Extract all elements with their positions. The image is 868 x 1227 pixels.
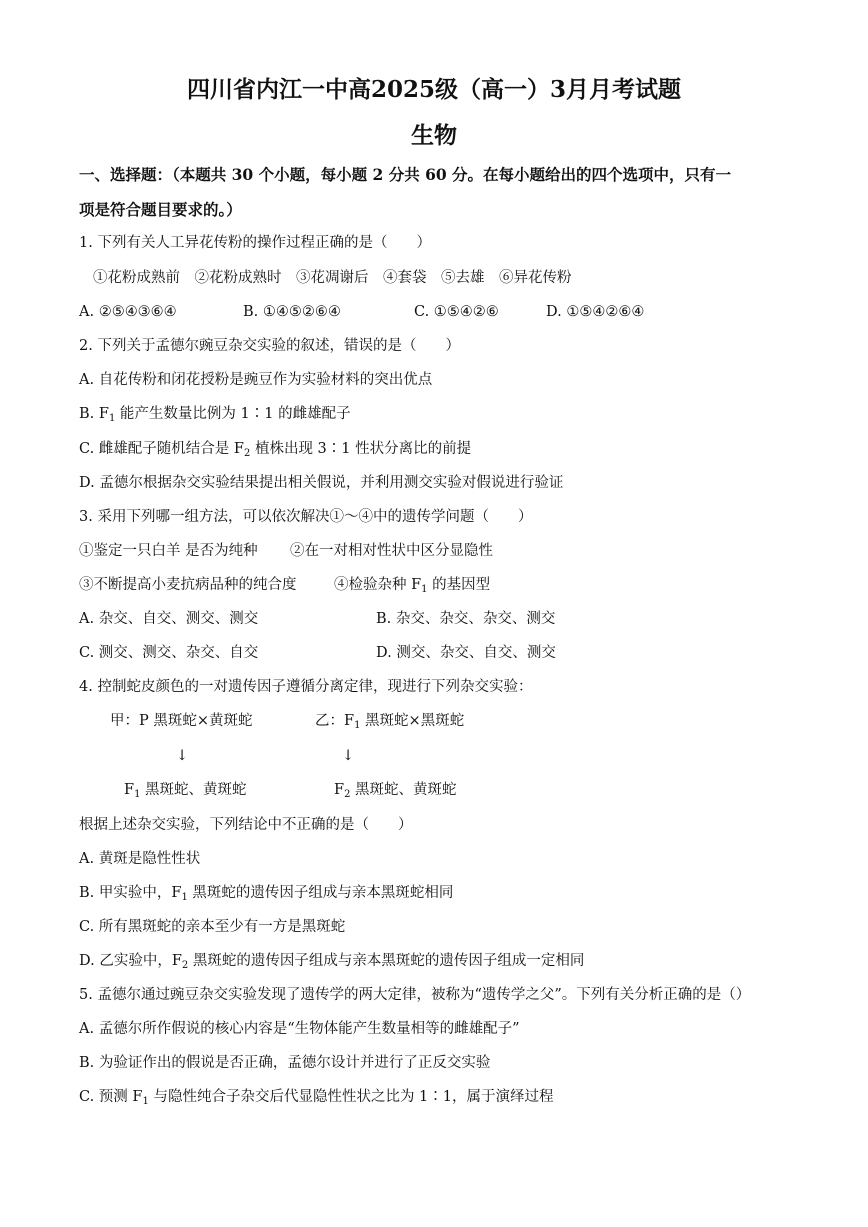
section-heading-line2: 项是符合题目要求的。） bbox=[79, 200, 242, 219]
q4-cross-yi: 乙：$F_1$ 黑斑蛇×黑斑蛇 bbox=[315, 713, 465, 731]
q5-stem: 5. 孟德尔通过豌豆杂交实验发现了遗传学的两大定律，被称为“遗传学之父”。下列有关分析正确的是（） bbox=[79, 987, 751, 1003]
q4-option-b[interactable]: B. 甲实验中，$F_1$ 黑斑蛇的遗传因子组成与亲本黑斑蛇相同 bbox=[79, 885, 454, 903]
exam-title: 四川省内江一中高2025级（高一）3月月考试题 bbox=[186, 76, 682, 103]
q3-item-4: ④检验杂种 $F_1$ 的基因型 bbox=[334, 577, 491, 595]
q4-stem: 4. 控制蛇皮颜色的一对遗传因子遵循分离定律，现进行下列杂交实验： bbox=[79, 679, 533, 695]
q1-option-c[interactable]: C. ①⑤④②⑥ bbox=[414, 304, 499, 320]
q3-item-1: ①鉴定一只白羊 是否为纯种 bbox=[79, 543, 258, 559]
q4-arrow-yi: ↓ bbox=[342, 748, 355, 764]
q1-items: ①花粉成熟前 ②花粉成熟时 ③花凋谢后 ④套袋 ⑤去雄 ⑥异花传粉 bbox=[93, 270, 572, 286]
q2-stem: 2. 下列关于孟德尔豌豆杂交实验的叙述，错误的是（ ） bbox=[79, 338, 460, 354]
q2-option-a[interactable]: A. 自花传粉和闭花授粉是豌豆作为实验材料的突出优点 bbox=[79, 372, 433, 388]
q4-cross-jia: 甲：P 黑斑蛇×黄斑蛇 bbox=[110, 713, 253, 729]
q4-option-a[interactable]: A. 黄斑是隐性性状 bbox=[79, 851, 201, 867]
q4-arrow-jia: ↓ bbox=[176, 748, 189, 764]
q2-option-b[interactable]: B. $F_1$ 能产生数量比例为 1∶1 的雌雄配子 bbox=[79, 406, 351, 424]
q5-option-a[interactable]: A. 孟德尔所作假说的核心内容是“生物体能产生数量相等的雌雄配子” bbox=[79, 1021, 520, 1037]
section-heading-line1: 一、选择题：（本题共 30 个小题，每小题 2 分共 60 分。在每小题给出的四个选项中，只有一 bbox=[79, 165, 732, 184]
q3-option-a[interactable]: A. 杂交、自交、测交、测交 bbox=[79, 611, 259, 627]
q1-option-d[interactable]: D. ①⑤④②⑥④ bbox=[546, 304, 645, 320]
q3-item-2: ②在一对相对性状中区分显隐性 bbox=[290, 543, 493, 559]
q2-option-d[interactable]: D. 孟德尔根据杂交实验结果提出相关假说，并利用测交实验对假说进行验证 bbox=[79, 475, 564, 491]
q1-stem: 1. 下列有关人工异花传粉的操作过程正确的是（ ） bbox=[79, 235, 431, 251]
q5-option-c[interactable]: C. 预测 $F_1$ 与隐性纯合子杂交后代显隐性性状之比为 1∶1，属于演绎过程 bbox=[79, 1089, 554, 1107]
q3-item-3: ③不断提高小麦抗病品种的纯合度 bbox=[79, 577, 297, 593]
q1-option-b[interactable]: B. ①④⑤②⑥④ bbox=[243, 304, 341, 320]
q5-option-b[interactable]: B. 为验证作出的假说是否正确，孟德尔设计并进行了正反交实验 bbox=[79, 1055, 491, 1071]
q3-stem: 3. 采用下列哪一组方法，可以依次解决①～④中的遗传学问题（ ） bbox=[79, 509, 533, 525]
subject-title: 生物 bbox=[411, 122, 457, 149]
q4-result-yi: $F_2$ 黑斑蛇、黄斑蛇 bbox=[334, 782, 457, 800]
q4-option-d[interactable]: D. 乙实验中，$F_2$ 黑斑蛇的遗传因子组成与亲本黑斑蛇的遗传因子组成一定相同 bbox=[79, 953, 585, 971]
q3-option-b[interactable]: B. 杂交、杂交、杂交、测交 bbox=[376, 611, 556, 627]
q3-option-d[interactable]: D. 测交、杂交、自交、测交 bbox=[376, 645, 556, 661]
q1-option-a[interactable]: A. ②⑤④③⑥④ bbox=[79, 304, 177, 320]
q4-result-jia: $F_1$ 黑斑蛇、黄斑蛇 bbox=[124, 782, 247, 800]
q3-option-c[interactable]: C. 测交、测交、杂交、自交 bbox=[79, 645, 259, 661]
q4-option-c[interactable]: C. 所有黑斑蛇的亲本至少有一方是黑斑蛇 bbox=[79, 919, 346, 935]
q4-question: 根据上述杂交实验，下列结论中不正确的是（ ） bbox=[79, 817, 413, 833]
q2-option-c[interactable]: C. 雌雄配子随机结合是 $F_2$ 植株出现 3∶1 性状分离比的前提 bbox=[79, 441, 472, 459]
